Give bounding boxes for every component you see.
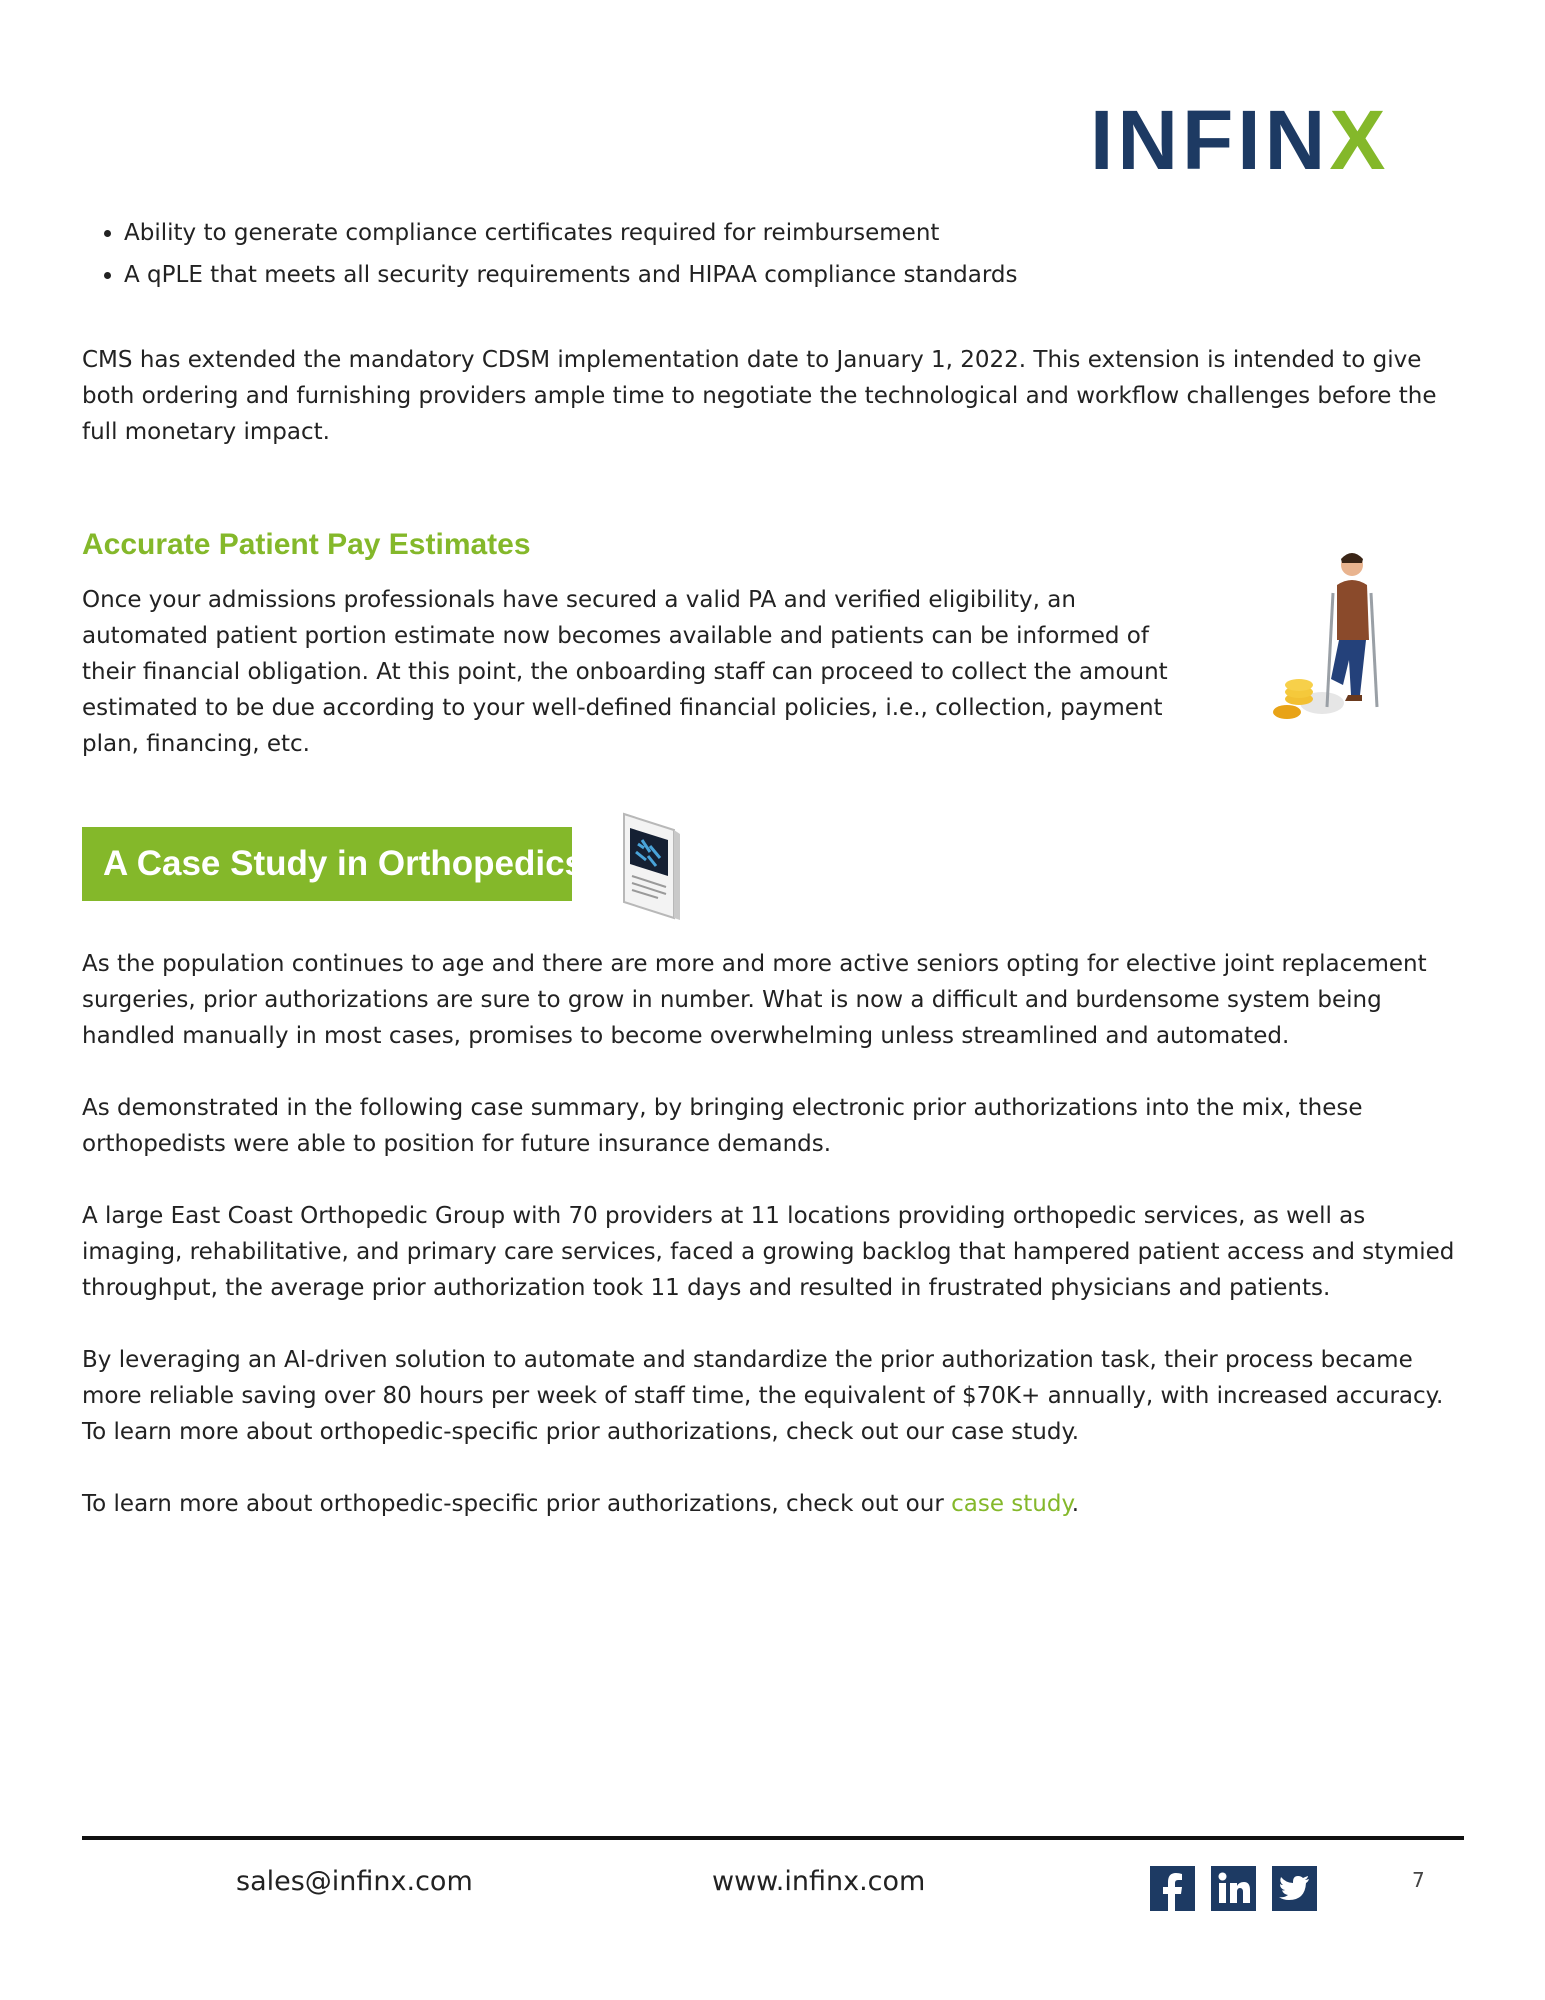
case-study-link[interactable]: case study [951, 1491, 1072, 1517]
footer-divider [82, 1836, 1464, 1840]
twitter-icon[interactable] [1272, 1866, 1317, 1911]
case-study-cta [82, 1486, 1462, 1522]
cta-text: To learn more about orthopedic-specific prior authorizations, check out our [82, 1491, 952, 1517]
website-link[interactable]: www.infinx.com [712, 1866, 926, 1897]
case-study-paragraph: As demonstrated in the following case summary, by bringing electronic prior authorizations into the mix, these orthopedists were able to position for future insurance demands. [82, 1095, 1363, 1157]
infinx-logo [1090, 93, 1390, 187]
case-study-paragraph: To learn more about orthopedic-specific prior authorizations, check out our case study. [82, 1419, 1080, 1445]
estimates-paragraph: Once your admissions professionals have secured a valid PA and verified eligibility, an automated patient portion estimate now becomes available and patients can be informed of their financial obligation. At this point, the onboarding staff can proceed to collect the amount estimated to be due according to your well-defined financial policies, i.e., collection, payment plan, financing, etc. [82, 587, 1168, 757]
list-item: • Ability to generate compliance certificates required for reimbursement [124, 212, 1424, 254]
requirements-list [82, 212, 1424, 296]
case-study-paragraph: A large East Coast Orthopedic Group with 70 providers at 11 locations providing orthopedic services, as well as imaging, rehabilitative, and primary care services, faced a growing backlog that hampered patient access and stymied throughput, the average prior authorization took 11 days and resulted in frustrated physicians and patients. [82, 1203, 1455, 1301]
logo-wordmark: INFIN [1090, 93, 1330, 187]
patient-with-crutches-illustration [1265, 545, 1405, 730]
case-study-banner: A Case Study in Orthopedics [82, 827, 572, 901]
email-link[interactable]: sales@infinx.com [236, 1866, 473, 1897]
logo-accent-letter: X [1329, 93, 1390, 187]
linkedin-icon[interactable] [1211, 1866, 1256, 1911]
cta-punctuation: . [1071, 1491, 1080, 1517]
intro-paragraph: CMS has extended the mandatory CDSM implementation date to January 1, 2022. This extension is intended to give both ordering and furnishing providers ample time to negotiate the technological and workflow challenges before the full monetary impact. [82, 347, 1437, 445]
section-heading: Accurate Patient Pay Estimates [82, 528, 531, 561]
document-illustration [620, 810, 686, 920]
facebook-icon[interactable] [1150, 1866, 1195, 1911]
case-study-paragraph: As the population continues to age and there are more and more active seniors opting for elective joint replacement surgeries, prior authorizations are sure to grow in number. What is now a difficult and burdensome system being handled manually in most cases, promises to become overwhelming unless streamlined and automated. [82, 951, 1427, 1049]
list-item: • A qPLE that meets all security requirements and HIPAA compliance standards [124, 254, 1424, 296]
page-number: 7 [1412, 1868, 1425, 1892]
case-study-paragraph: By leveraging an AI-driven solution to automate and standardize the prior authorization task, their process became more reliable saving over 80 hours per week of staff time, the equivalent of $70K+ annually, with increased accuracy. [82, 1347, 1444, 1409]
